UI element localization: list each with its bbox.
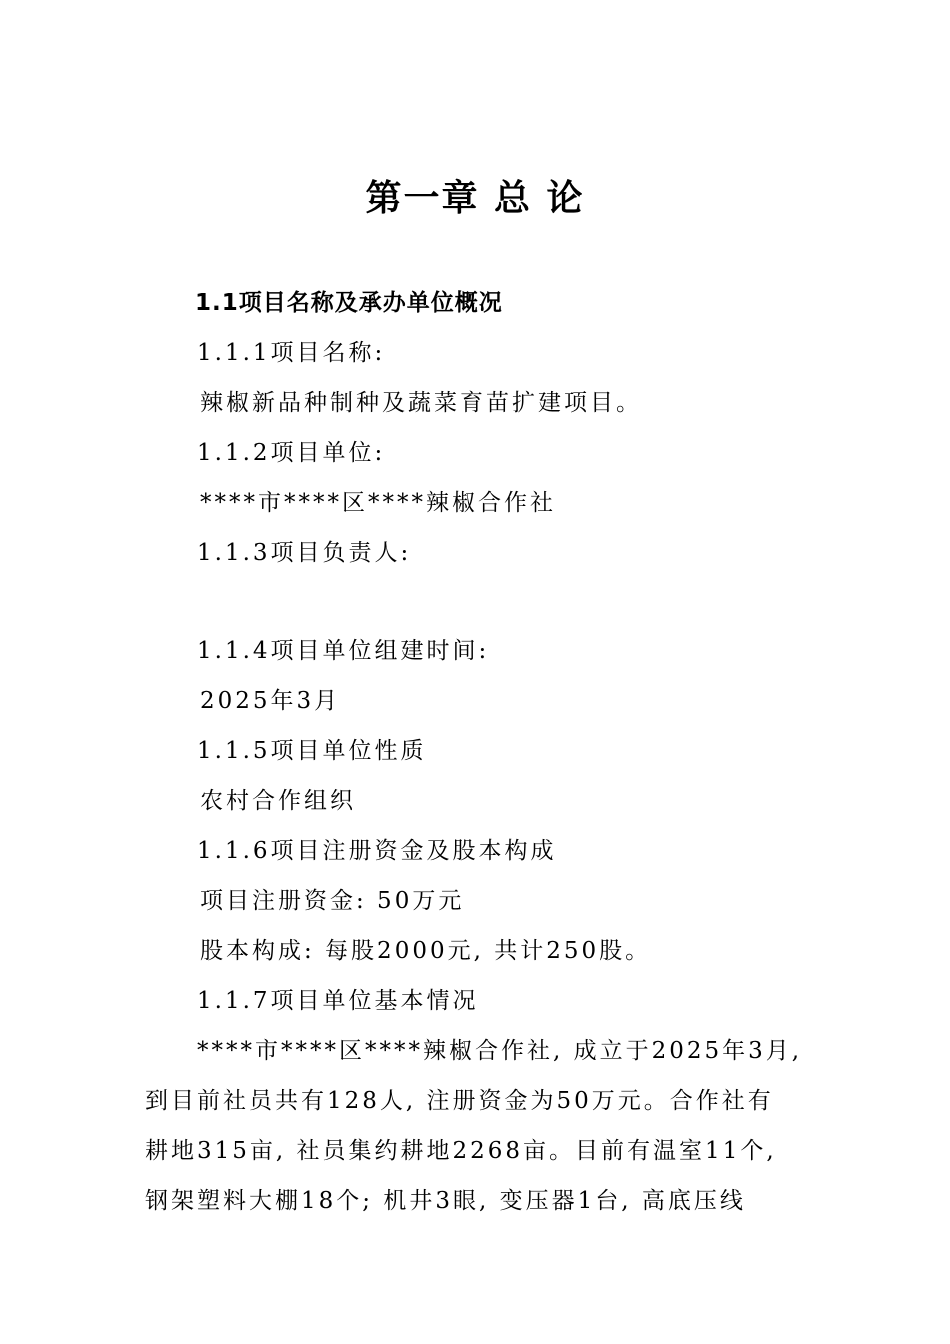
item-5-value: 农村合作组织 [200, 788, 356, 814]
item-4-heading: 1.1.4项目单位组建时间: [197, 638, 490, 664]
item-6-share-structure: 股本构成: 每股2000元, 共计250股。 [200, 938, 652, 964]
item-7-heading: 1.1.7项目单位基本情况 [197, 988, 479, 1014]
item-3-heading: 1.1.3项目负责人: [197, 540, 412, 566]
paragraph-line-4: 钢架塑料大棚18个; 机井3眼, 变压器1台, 高底压线 [145, 1188, 746, 1214]
paragraph-line-2: 到目前社员共有128人, 注册资金为50万元。合作社有 [145, 1088, 774, 1114]
item-6-registered-capital: 项目注册资金: 50万元 [200, 888, 465, 914]
item-2-heading: 1.1.2项目单位: [197, 440, 386, 466]
item-2-value: ****市****区****辣椒合作社 [200, 490, 556, 516]
item-5-heading: 1.1.5项目单位性质 [197, 738, 427, 764]
chapter-title: 第一章 总 论 [365, 178, 585, 219]
item-6-heading: 1.1.6项目注册资金及股本构成 [197, 838, 557, 864]
paragraph-line-3: 耕地315亩, 社员集约耕地2268亩。目前有温室11个, [145, 1138, 777, 1164]
item-1-heading: 1.1.1项目名称: [197, 340, 386, 366]
paragraph-line-1: ****市****区****辣椒合作社, 成立于2025年3月, [197, 1038, 803, 1064]
item-1-value: 辣椒新品种制种及蔬菜育苗扩建项目。 [200, 390, 642, 416]
section-heading: 1.1项目名称及承办单位概况 [195, 290, 503, 316]
item-4-value: 2025年3月 [200, 688, 341, 714]
